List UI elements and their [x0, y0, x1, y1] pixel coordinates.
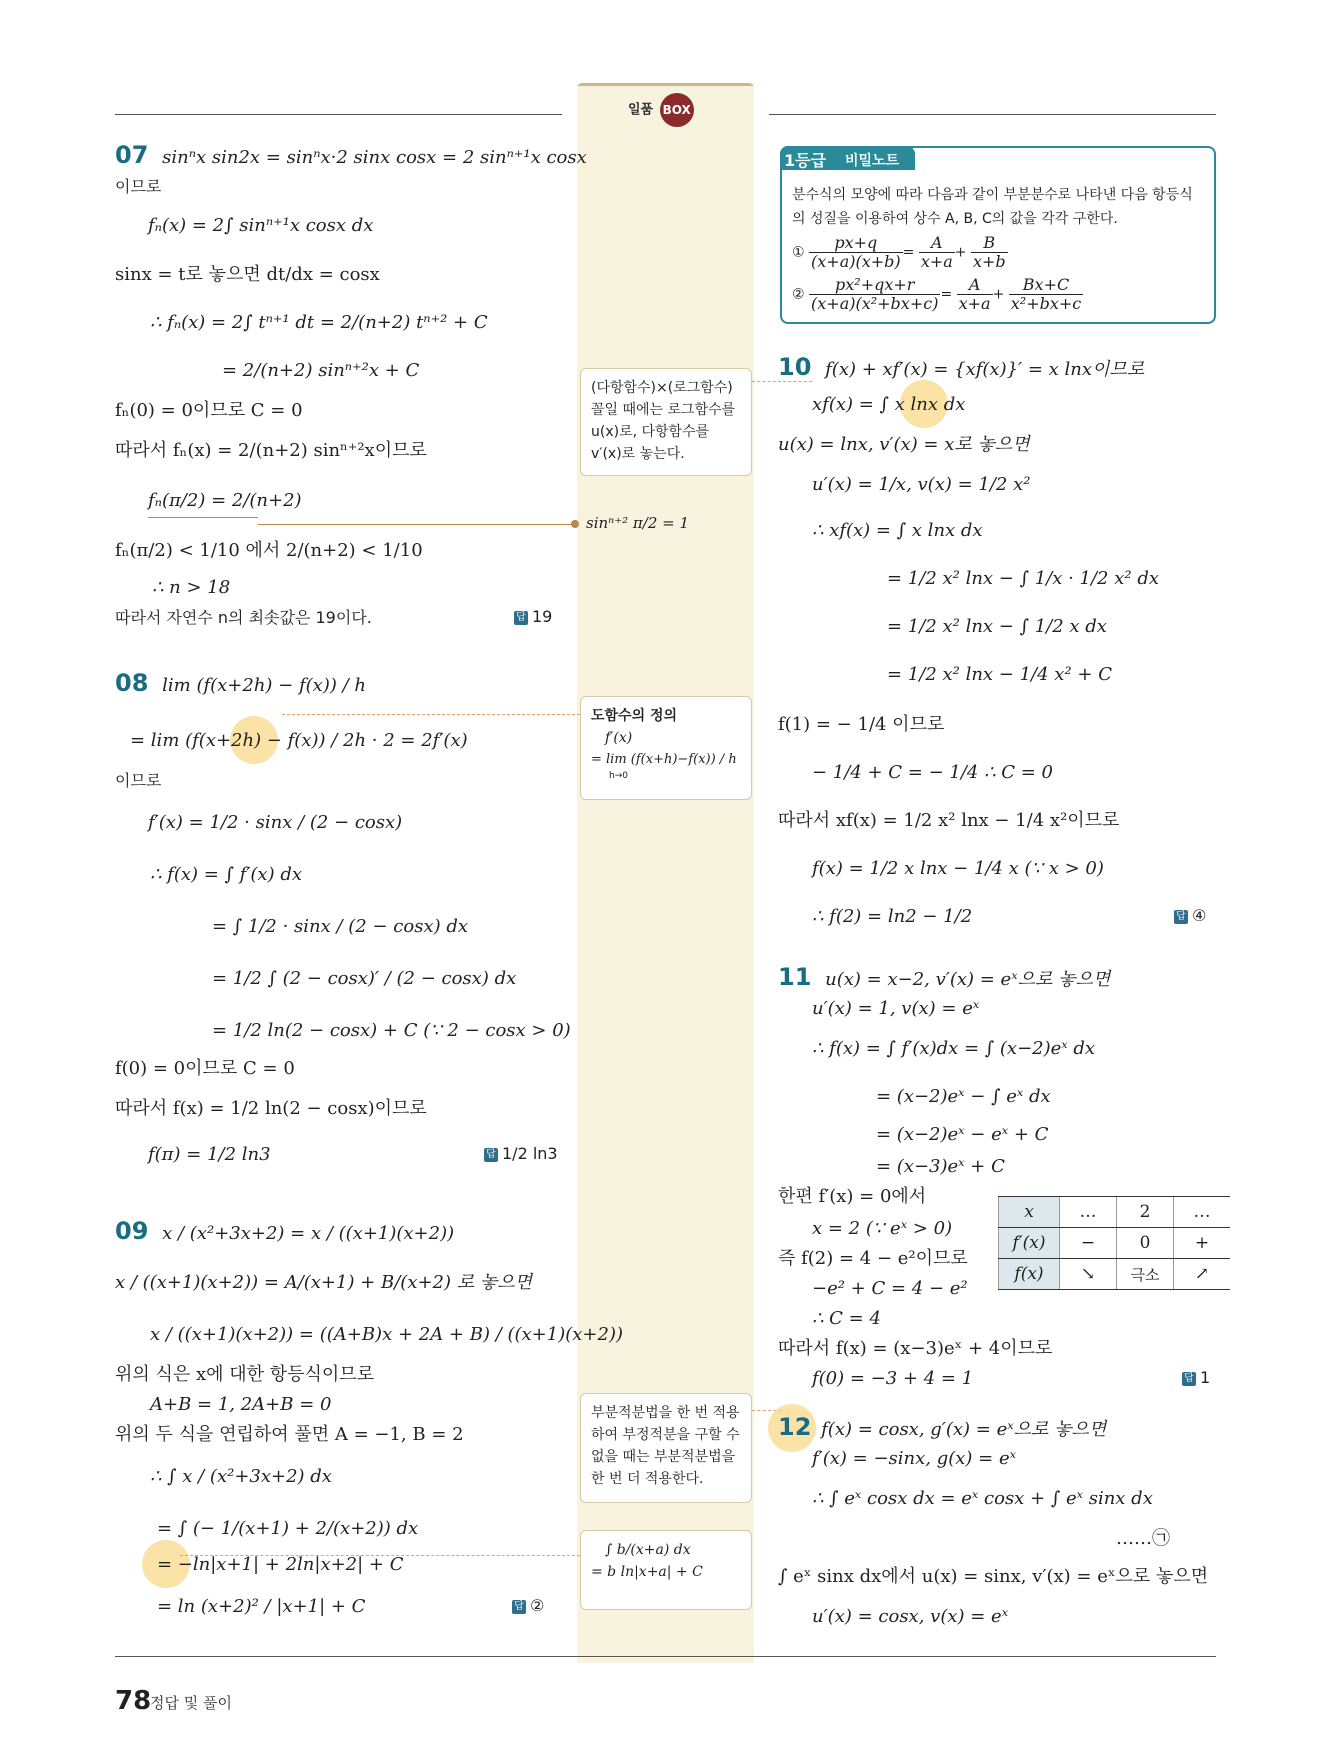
p11-line: 한편 f′(x) = 0에서 — [778, 1186, 927, 1207]
problem-09-header — [115, 1217, 455, 1245]
note-grade: 1등급 — [784, 151, 827, 170]
leader-dashed-line — [282, 714, 580, 715]
problem-number: 11 — [778, 963, 812, 991]
p07-line: fₙ(π/2) < 1/10 에서 2/(n+2) < 1/10 — [115, 540, 423, 561]
p10-answer — [1174, 906, 1206, 925]
p07-line: ∴ n > 18 — [152, 577, 231, 598]
table-cell: f′(x) — [999, 1228, 1060, 1259]
p08-line: = 1/2 ∫ (2 − cosx)′ / (2 − cosx) dx — [212, 968, 517, 989]
p12-line: f(x) = cosx, g′(x) = eˣ으로 놓으면 — [821, 1419, 1107, 1440]
p12-line: ∫ eˣ sinx dx에서 u(x) = sinx, v′(x) = eˣ으로 놓으면 — [778, 1566, 1209, 1587]
p11-answer — [1182, 1368, 1210, 1387]
p12-line: ……㉠ — [1116, 1528, 1170, 1549]
answer-icon: 답 — [484, 1148, 498, 1162]
table-cell: 극소 — [1117, 1259, 1174, 1290]
problem-number: 08 — [115, 669, 149, 697]
p07-line: 이므로 — [115, 177, 162, 196]
p07-answer — [514, 607, 552, 626]
table-row — [999, 1197, 1231, 1228]
answer-value: 1/2 ln3 — [502, 1144, 558, 1163]
p09-line: x / ((x+1)(x+2)) = A/(x+1) + B/(x+2) 로 놓으면 — [115, 1272, 533, 1293]
p11-line: x = 2 (∵ eˣ > 0) — [812, 1218, 953, 1239]
problem-08-header — [115, 669, 366, 697]
answer-value: ② — [530, 1596, 545, 1615]
callout-dot — [571, 520, 579, 528]
increase-decrease-table — [998, 1196, 1230, 1290]
table-row — [999, 1228, 1231, 1259]
p11-line: u′(x) = 1, v(x) = eˣ — [812, 998, 980, 1019]
p09-line: x / ((x+1)(x+2)) = ((A+B)x + 2A + B) / ((x+1)(x+2)) — [150, 1324, 623, 1345]
side-tip-line: f′(x) — [605, 730, 633, 746]
p08-answer — [484, 1144, 558, 1163]
p11-line: = (x−2)eˣ − ∫ eˣ dx — [876, 1086, 1051, 1107]
p07-line: = 2/(n+2) sinⁿ⁺²x + C — [222, 360, 420, 381]
p08-line: f(0) = 0이므로 C = 0 — [115, 1058, 295, 1079]
p09-line: x / (x²+3x+2) = x / ((x+1)(x+2)) — [162, 1223, 455, 1244]
header-rule-left — [115, 114, 562, 115]
answer-icon: 답 — [1182, 1372, 1196, 1386]
p11-line: u(x) = x−2, v′(x) = eˣ으로 놓으면 — [825, 969, 1111, 990]
p10-line: = 1/2 x² lnx − 1/4 x² + C — [887, 664, 1112, 685]
header-rule-right — [769, 114, 1216, 115]
table-cell: + — [1174, 1228, 1231, 1259]
side-tip-line: 부분적분법을 한 번 적용 — [591, 1405, 740, 1421]
answer-icon: 답 — [514, 611, 528, 625]
item-mark: ① — [792, 244, 805, 261]
p10-line: f(x) = 1/2 x lnx − 1/4 x (∵ x > 0) — [812, 858, 1104, 879]
callout-underline — [148, 517, 258, 518]
callout-connector — [258, 524, 574, 525]
p08-line: 따라서 f(x) = 1/2 ln(2 − cosx)이므로 — [115, 1098, 427, 1119]
p10-line: u′(x) = 1/x, v(x) = 1/2 x² — [812, 474, 1031, 495]
p08-line: ∴ f(x) = ∫ f′(x) dx — [150, 864, 302, 885]
fraction: $\frac{\text{px²+qx+r}}{\text{(x+a)(x²+bx+c)}}$ — [811, 275, 939, 313]
p07-line: sinⁿx sin2x = sinⁿx·2 sinx cosx = 2 sinⁿ⁺¹x cosx — [162, 147, 587, 168]
p11-line: 즉 f(2) = 4 − e²이므로 — [778, 1248, 968, 1269]
problem-10-header — [778, 353, 1145, 381]
footer-rule — [115, 1656, 1216, 1657]
table-cell: f(x) — [999, 1259, 1060, 1290]
p11-line: = (x−3)eˣ + C — [876, 1156, 1005, 1177]
fraction: $\frac{A}{x+a}$ — [920, 233, 953, 271]
table-cell: − — [1060, 1228, 1117, 1259]
p07-line: ∴ fₙ(x) = 2∫ tⁿ⁺¹ dt = 2/(n+2) tⁿ⁺² + C — [150, 312, 488, 333]
problem-11-header — [778, 963, 1111, 991]
p08-line: = 1/2 ln(2 − cosx) + C (∵ 2 − cosx > 0) — [212, 1020, 571, 1041]
p09-line: = ∫ (− 1/(x+1) + 2/(x+2)) dx — [157, 1518, 419, 1539]
p08-line: = ∫ 1/2 · sinx / (2 − cosx) dx — [212, 916, 469, 937]
side-tip-line: 한 번 더 적용한다. — [591, 1471, 704, 1487]
p09-line: 위의 식은 x에 대한 항등식이므로 — [115, 1364, 375, 1385]
p08-line: f(π) = 1/2 ln3 — [148, 1144, 271, 1165]
problem-number: 07 — [115, 141, 149, 169]
p11-line: −e² + C = 4 − e² — [812, 1278, 968, 1299]
p07-line: sinx = t로 놓으면 dt/dx = cosx — [115, 264, 380, 285]
fraction: $\frac{Bx+C}{\text{x²+bx+c}}$ — [1010, 275, 1082, 313]
p12-line: u′(x) = cosx, v(x) = eˣ — [812, 1606, 1009, 1627]
table-cell: … — [1174, 1197, 1231, 1228]
problem-number: 09 — [115, 1217, 149, 1245]
table-cell: 2 — [1117, 1197, 1174, 1228]
problem-12-header — [778, 1413, 1107, 1441]
p11-line: f(0) = −3 + 4 = 1 — [812, 1368, 974, 1389]
box-badge: BOX — [660, 93, 694, 127]
p07-line: 따라서 fₙ(x) = 2/(n+2) sinⁿ⁺²x이므로 — [115, 440, 427, 461]
note-formula-2: ② $\frac{\text{px²+qx+r}}{\text{(x+a)(x²+bx+c)}}$ = $\frac{A}{x+a}$ + $\frac{Bx+C}{\text{x²+bx+c}}$ — [792, 275, 1082, 313]
table-cell: ↘ — [1060, 1259, 1117, 1290]
side-tip-box-1 — [580, 368, 752, 476]
header-label: 일품 — [628, 102, 654, 118]
p09-line: A+B = 1, 2A+B = 0 — [150, 1394, 332, 1415]
side-tip-line: = b ln|x+a| + C — [591, 1564, 703, 1580]
p08-line: lim (f(x+2h) − f(x)) / h — [162, 675, 366, 696]
p09-line: = ln (x+2)² / |x+1| + C — [157, 1596, 366, 1617]
p09-line: = −ln|x+1| + 2ln|x+2| + C — [157, 1554, 404, 1575]
p09-answer — [512, 1596, 544, 1615]
problem-number: 12 — [778, 1413, 812, 1441]
side-tip-line: 하여 부정적분을 구할 수 — [591, 1427, 740, 1443]
table-cell: … — [1060, 1197, 1117, 1228]
footer-label: 정답 및 풀이 — [150, 1694, 232, 1712]
side-tip-line: ∫ b/(x+a) dx — [605, 1542, 691, 1558]
p10-line: − 1/4 + C = − 1/4 ∴ C = 0 — [812, 762, 1054, 783]
side-callout-text: sinⁿ⁺² π/2 = 1 — [586, 514, 690, 532]
p08-line: f′(x) = 1/2 · sinx / (2 − cosx) — [148, 812, 403, 833]
item-mark: ② — [792, 286, 805, 303]
table-cell: 0 — [1117, 1228, 1174, 1259]
p11-line: 따라서 f(x) = (x−3)eˣ + 4이므로 — [778, 1338, 1053, 1359]
header-badge — [628, 93, 694, 127]
page-number: 78 — [115, 1686, 152, 1716]
problem-07-header — [115, 141, 587, 169]
p11-line: ∴ C = 4 — [812, 1308, 881, 1329]
table-cell: x — [999, 1197, 1060, 1228]
fraction: $\frac{px+q}{(x+a)(x+b)}$ — [811, 233, 901, 271]
p10-line: ∴ xf(x) = ∫ x lnx dx — [812, 520, 983, 541]
side-tip-box-2 — [580, 696, 752, 800]
side-tip-line: = lim (f(x+h)−f(x)) / h — [591, 752, 737, 767]
p07-line: fₙ(π/2) = 2/(n+2) — [148, 490, 302, 511]
p10-line: 따라서 xf(x) = 1/2 x² lnx − 1/4 x²이므로 — [778, 810, 1120, 831]
note-title: 비밀노트 — [845, 153, 900, 169]
side-tip-line: 없을 때는 부분적분법을 — [591, 1449, 736, 1465]
p11-line: ∴ f(x) = ∫ f′(x)dx = ∫ (x−2)eˣ dx — [812, 1038, 1096, 1059]
p12-line: ∴ ∫ eˣ cosx dx = eˣ cosx + ∫ eˣ sinx dx — [812, 1488, 1153, 1509]
p10-line: xf(x) = ∫ x lnx dx — [812, 394, 966, 415]
p11-line: = (x−2)eˣ − eˣ + C — [876, 1124, 1049, 1145]
answer-icon: 답 — [1174, 910, 1188, 924]
problem-number: 10 — [778, 353, 812, 381]
answer-icon: 답 — [512, 1600, 526, 1614]
p07-line: fₙ(0) = 0이므로 C = 0 — [115, 400, 303, 421]
side-tip-sub: h→0 — [609, 771, 628, 781]
answer-value: ④ — [1192, 906, 1207, 925]
answer-value: 19 — [532, 607, 553, 626]
p08-line: = lim (f(x+2h) − f(x)) / 2h · 2 = 2f′(x) — [130, 730, 468, 751]
side-tip-line: 꼴일 때에는 로그함수를 — [591, 402, 736, 418]
p07-line: fₙ(x) = 2∫ sinⁿ⁺¹x cosx dx — [148, 215, 374, 236]
side-tip-line: (다항함수)×(로그함수) — [591, 380, 733, 396]
leader-dashed-line — [752, 381, 812, 382]
p10-line: u(x) = lnx, v′(x) = x로 놓으면 — [778, 434, 1030, 455]
side-tip-box-4 — [580, 1530, 752, 1610]
fraction: $\frac{B}{x+b}$ — [972, 233, 1006, 271]
fraction: $\frac{A}{x+a}$ — [958, 275, 991, 313]
side-tip-title: 도함수의 정의 — [591, 708, 678, 724]
p10-line: ∴ f(2) = ln2 − 1/2 — [812, 906, 973, 927]
note-line: 분수식의 모양에 따라 다음과 같이 부분분수로 나타낸 다음 항등식 — [792, 187, 1193, 203]
note-formula-1: ① $\frac{px+q}{(x+a)(x+b)}$ = $\frac{A}{x+a}$ + $\frac{B}{x+b}$ — [792, 233, 1006, 271]
side-tip-box-3 — [580, 1393, 752, 1503]
p09-line: ∴ ∫ x / (x²+3x+2) dx — [150, 1466, 332, 1487]
answer-value: 1 — [1200, 1368, 1211, 1387]
p10-line: = 1/2 x² lnx − ∫ 1/2 x dx — [887, 616, 1107, 637]
table-cell: ↗ — [1174, 1259, 1231, 1290]
p10-line: f(x) + xf′(x) = {xf(x)}′ = x lnx이므로 — [825, 359, 1145, 380]
p12-line: f′(x) = −sinx, g(x) = eˣ — [812, 1448, 1017, 1469]
p07-line: 따라서 자연수 n의 최솟값은 19이다. — [115, 608, 372, 627]
table-row — [999, 1259, 1231, 1290]
p10-line: f(1) = − 1/4 이므로 — [778, 714, 945, 735]
p08-line: 이므로 — [115, 771, 162, 790]
p10-line: = 1/2 x² lnx − ∫ 1/x · 1/2 x² dx — [887, 568, 1159, 589]
side-tip-line: u(x)로, 다항함수를 — [591, 424, 710, 440]
side-tip-line: v′(x)로 놓는다. — [591, 446, 685, 462]
p09-line: 위의 두 식을 연립하여 풀면 A = −1, B = 2 — [115, 1424, 464, 1445]
note-line: 의 성질을 이용하여 상수 A, B, C의 값을 각각 구한다. — [792, 211, 1118, 227]
